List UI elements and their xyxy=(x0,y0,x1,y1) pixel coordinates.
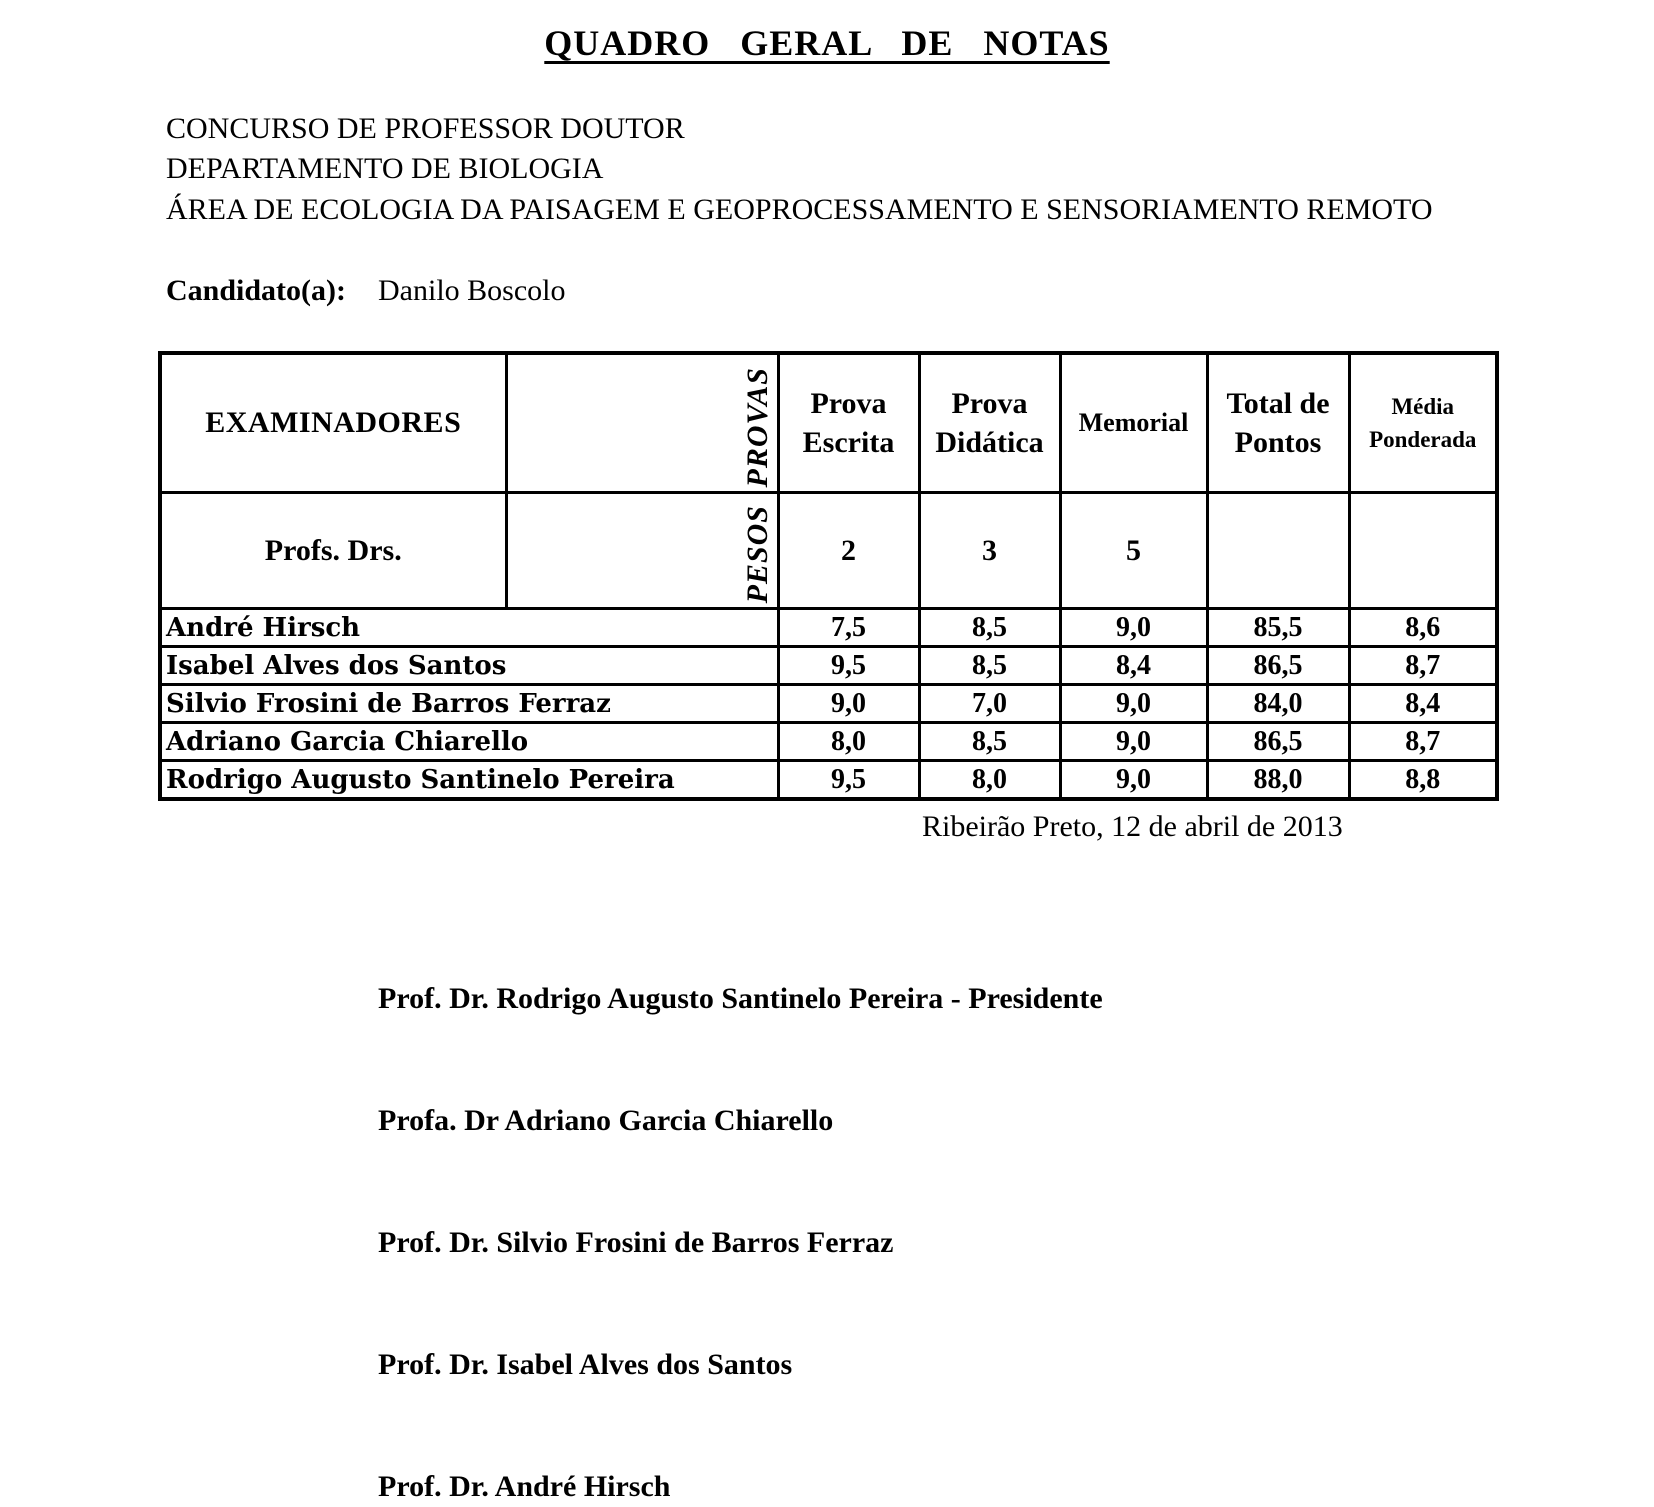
grade-prova-didatica: 8,5 xyxy=(919,609,1060,647)
grade-memorial: 9,0 xyxy=(1060,723,1207,761)
provas-cell xyxy=(506,353,778,493)
grade-prova-escrita: 9,5 xyxy=(778,761,919,800)
header-contest: CONCURSO DE PROFESSOR DOUTOR xyxy=(166,112,685,145)
signature-president: Prof. Dr. Rodrigo Augusto Santinelo Pereira - Presidente xyxy=(378,982,1103,1015)
grade-prova-escrita: 8,0 xyxy=(778,723,919,761)
grade-memorial: 9,0 xyxy=(1060,761,1207,800)
grade-prova-didatica: 8,5 xyxy=(919,723,1060,761)
document-title: QUADRO GERAL DE NOTAS xyxy=(544,23,1110,63)
col-header-prova-didatica xyxy=(919,353,1060,493)
table-row xyxy=(160,647,1497,685)
signature-line: Prof. Dr. Isabel Alves dos Santos xyxy=(378,1348,793,1381)
col-header-line1: Total de xyxy=(1226,387,1330,420)
grade-prova-didatica: 8,0 xyxy=(919,761,1060,800)
col-header-media-ponderada xyxy=(1349,353,1497,493)
media-ponderada: 8,8 xyxy=(1349,761,1497,800)
provas-label: PROVAS xyxy=(740,366,774,487)
total-pontos: 86,5 xyxy=(1207,647,1349,685)
media-ponderada: 8,7 xyxy=(1349,723,1497,761)
profs-label: Profs. Drs. xyxy=(160,493,506,609)
grade-prova-escrita: 7,5 xyxy=(778,609,919,647)
grades-table xyxy=(158,351,1499,801)
examiner-name: Isabel Alves dos Santos xyxy=(160,647,778,685)
examiners-header: EXAMINADORES xyxy=(160,353,506,493)
table-row xyxy=(160,761,1497,800)
grade-prova-didatica: 7,0 xyxy=(919,685,1060,723)
signature-line: Prof. Dr. Silvio Frosini de Barros Ferraz xyxy=(378,1226,894,1259)
col-header-line1: Prova xyxy=(951,387,1028,420)
examiner-name: Silvio Frosini de Barros Ferraz xyxy=(160,685,778,723)
candidate-name: Danilo Boscolo xyxy=(378,274,566,307)
col-header-memorial xyxy=(1060,353,1207,493)
col-header-total-pontos xyxy=(1207,353,1349,493)
candidate-label: Candidato(a): xyxy=(166,274,347,307)
table-row xyxy=(160,685,1497,723)
table-weights-row xyxy=(160,493,1497,609)
grade-memorial: 9,0 xyxy=(1060,685,1207,723)
weight-memorial: 5 xyxy=(1060,493,1207,609)
total-pontos: 88,0 xyxy=(1207,761,1349,800)
total-pontos: 85,5 xyxy=(1207,609,1349,647)
examiner-name: Adriano Garcia Chiarello xyxy=(160,723,778,761)
table-row xyxy=(160,723,1497,761)
col-header-line2: Pontos xyxy=(1234,426,1322,459)
col-header-line2: Ponderada xyxy=(1369,427,1477,452)
examiner-name: Rodrigo Augusto Santinelo Pereira xyxy=(160,761,778,800)
col-header-line1: Média xyxy=(1391,394,1455,419)
pesos-cell xyxy=(506,493,778,609)
weight-total-pontos xyxy=(1207,493,1349,609)
table-row xyxy=(160,609,1497,647)
table-header-row xyxy=(160,353,1497,493)
weight-prova-escrita: 2 xyxy=(778,493,919,609)
grade-prova-didatica: 8,5 xyxy=(919,647,1060,685)
grade-prova-escrita: 9,5 xyxy=(778,647,919,685)
place-date: Ribeirão Preto, 12 de abril de 2013 xyxy=(922,810,1343,843)
header-area: ÁREA DE ECOLOGIA DA PAISAGEM E GEOPROCESSAMENTO E SENSORIAMENTO REMOTO xyxy=(166,193,1433,226)
col-header-line2: Didática xyxy=(935,426,1044,459)
header-department: DEPARTAMENTO DE BIOLOGIA xyxy=(166,152,604,185)
grade-prova-escrita: 9,0 xyxy=(778,685,919,723)
grade-memorial: 9,0 xyxy=(1060,609,1207,647)
pesos-label: PESOS xyxy=(740,504,774,603)
col-header-line1: Prova xyxy=(810,387,887,420)
media-ponderada: 8,7 xyxy=(1349,647,1497,685)
signature-line: Profa. Dr Adriano Garcia Chiarello xyxy=(378,1104,834,1137)
total-pontos: 84,0 xyxy=(1207,685,1349,723)
total-pontos: 86,5 xyxy=(1207,723,1349,761)
weight-prova-didatica: 3 xyxy=(919,493,1060,609)
media-ponderada: 8,6 xyxy=(1349,609,1497,647)
col-header-line2: Escrita xyxy=(802,426,895,459)
examiner-name: André Hirsch xyxy=(160,609,778,647)
col-header-prova-escrita xyxy=(778,353,919,493)
col-header-line1: Memorial xyxy=(1078,408,1189,437)
weight-media-ponderada xyxy=(1349,493,1497,609)
media-ponderada: 8,4 xyxy=(1349,685,1497,723)
signature-line: Prof. Dr. André Hirsch xyxy=(378,1470,671,1503)
grade-memorial: 8,4 xyxy=(1060,647,1207,685)
